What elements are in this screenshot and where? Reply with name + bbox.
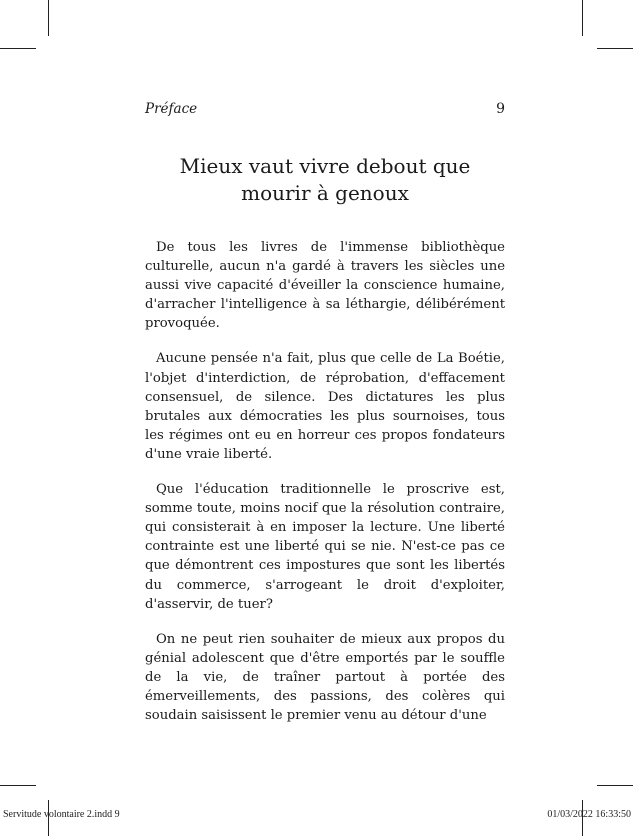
crop-mark bbox=[582, 0, 583, 36]
page-number: 9 bbox=[496, 101, 505, 117]
slug-timestamp: 01/03/2022 16:33:50 bbox=[547, 809, 631, 820]
crop-mark bbox=[0, 785, 36, 786]
crop-mark bbox=[597, 785, 633, 786]
paragraph: Que l'éducation traditionnelle le proscrive est, somme toute, moins nocif que la résolution contraire, qui consisterait à en imposer la lecture. Une liberté contrainte est une liberté qui se nie. N'est-ce pas ce que démontrent ces impostures que sont les libertés du commerce, s'arrogeant le droit d'exploiter, d'asservir, de tuer? bbox=[145, 482, 505, 612]
crop-mark bbox=[597, 48, 633, 49]
chapter-title-line: Mieux vaut vivre debout que bbox=[179, 154, 471, 178]
body-text bbox=[145, 238, 505, 741]
crop-mark bbox=[0, 48, 36, 49]
crop-mark bbox=[48, 0, 49, 36]
slug-filename: Servitude volontaire 2.indd 9 bbox=[3, 809, 120, 820]
chapter-title-line: mourir à genoux bbox=[241, 181, 409, 205]
paragraph: Aucune pensée n'a fait, plus que celle de La Boétie, l'objet d'interdiction, de réprobation, d'effacement consensuel, de silence. Des dictatures les plus brutales aux démocraties les plus sournoises, tous les régimes ont eu en horreur ces propos fondateurs d'une vraie liberté. bbox=[145, 351, 505, 462]
paragraph: De tous les livres de l'immense bibliothèque culturelle, aucun n'a gardé à travers les siècles une aussi vive capacité d'éveiller la conscience humaine, d'arracher l'intelligence à sa léthargie, délibérément provoquée. bbox=[145, 240, 505, 332]
running-head-title: Préface bbox=[145, 101, 198, 117]
running-head bbox=[145, 101, 505, 121]
paragraph: On ne peut rien souhaiter de mieux aux propos du génial adolescent que d'être emportés par le souffle de la vie, de traîner partout à portée des émerveillements, des passions, des colères qui soudain saisissent le premier venu au détour d'une bbox=[145, 631, 505, 724]
chapter-title bbox=[145, 153, 505, 207]
